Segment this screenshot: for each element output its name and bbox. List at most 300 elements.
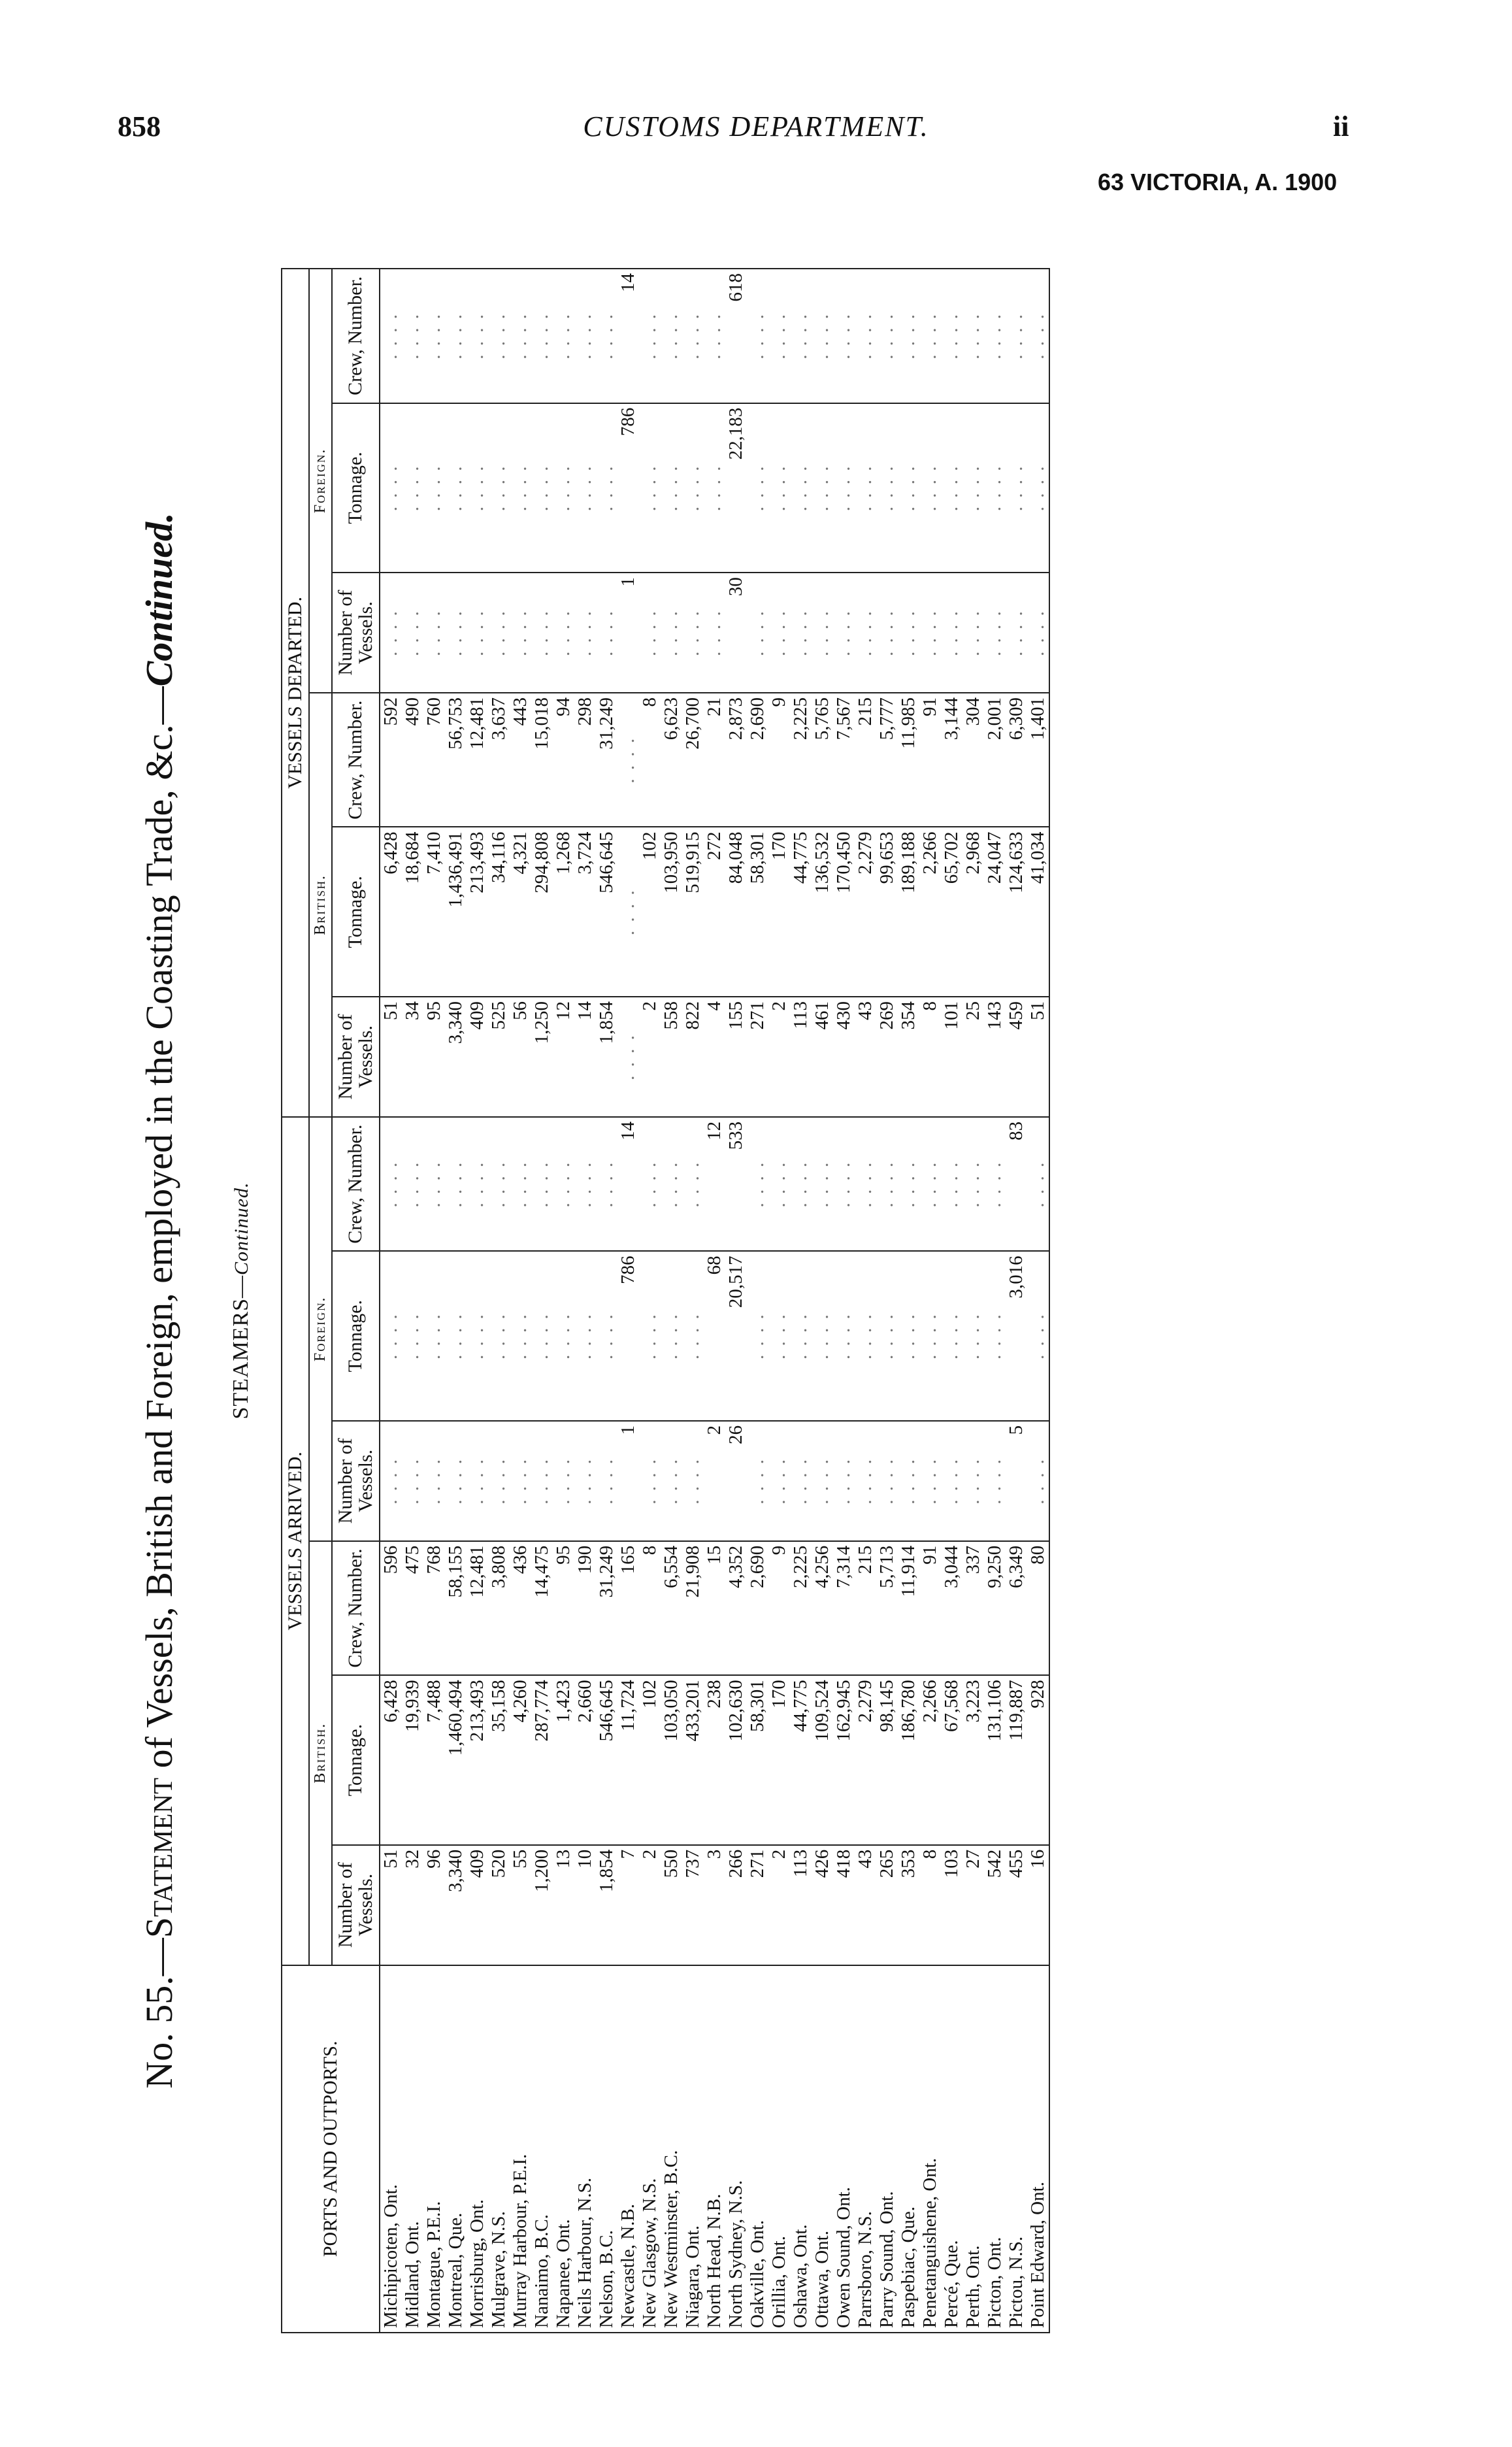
header-crew: Crew, Number. — [332, 693, 380, 827]
departed-british-tonnage: 18,684 — [402, 827, 423, 997]
arrived-foreign-tonnage: . . . . — [962, 1251, 984, 1421]
title-statement: Statement — [138, 1777, 180, 1939]
departed-british-number: 4 — [704, 997, 725, 1117]
arrived-foreign-number: . . . . — [962, 1421, 984, 1541]
departed-british-number: 2 — [768, 997, 790, 1117]
arrived-british-tonnage: 433,201 — [682, 1675, 704, 1845]
arrived-british-crew: 190 — [574, 1541, 596, 1675]
table-row — [962, 269, 984, 2333]
arrived-british-crew: 165 — [617, 1541, 639, 1675]
departed-british-number: 271 — [747, 997, 768, 1117]
arrived-british-tonnage: 287,774 — [531, 1675, 553, 1845]
table-row — [596, 269, 617, 2333]
port-name: Pictou, N.S. — [1006, 1965, 1027, 2333]
departed-british-number: 1,250 — [531, 997, 553, 1117]
departed-british-crew: 5,765 — [812, 693, 833, 827]
subtitle-steamers: STEAMERS— — [229, 1274, 253, 1420]
departed-british-tonnage: 99,653 — [876, 827, 898, 997]
departed-british-crew: 5,777 — [876, 693, 898, 827]
departed-british-number: 525 — [488, 997, 510, 1117]
arrived-british-crew: 11,914 — [898, 1541, 919, 1675]
departed-foreign-number: . . . . — [919, 573, 941, 693]
arrived-british-tonnage: 2,660 — [574, 1675, 596, 1845]
departed-british-tonnage: 2,968 — [962, 827, 984, 997]
departed-foreign-tonnage: . . . . — [488, 403, 510, 573]
session-label: 63 VICTORIA, A. 1900 — [1098, 169, 1338, 195]
arrived-foreign-number: . . . . — [488, 1421, 510, 1541]
header-crew: Crew, Number. — [332, 1541, 380, 1675]
departed-foreign-number: . . . . — [984, 573, 1006, 693]
arrived-foreign-tonnage: . . . . — [790, 1251, 812, 1421]
subtitle-continued: Continued. — [231, 1182, 252, 1275]
arrived-british-crew: 475 — [402, 1541, 423, 1675]
departed-foreign-number: . . . . — [682, 573, 704, 693]
departed-british-number: 51 — [380, 997, 402, 1117]
departed-british-crew: 2,225 — [790, 693, 812, 827]
departed-foreign-number: . . . . — [704, 573, 725, 693]
departed-british-tonnage: 4,321 — [510, 827, 531, 997]
departed-foreign-tonnage: . . . . — [1027, 403, 1049, 573]
title-prefix: No. 55.— — [138, 1938, 180, 2089]
arrived-foreign-number: . . . . — [812, 1421, 833, 1541]
departed-foreign-crew: . . . . — [445, 269, 467, 403]
arrived-british-number: 265 — [876, 1845, 898, 1965]
table-row — [423, 269, 445, 2333]
arrived-british-crew: 9 — [768, 1541, 790, 1675]
arrived-foreign-crew: . . . . — [682, 1117, 704, 1251]
departed-foreign-tonnage: . . . . — [510, 403, 531, 573]
header-number: Number of Vessels. — [332, 997, 380, 1117]
arrived-foreign-tonnage: 68 — [704, 1251, 725, 1421]
arrived-foreign-number: . . . . — [553, 1421, 574, 1541]
arrived-foreign-tonnage: . . . . — [553, 1251, 574, 1421]
arrived-foreign-crew: . . . . — [488, 1117, 510, 1251]
arrived-british-tonnage: 170 — [768, 1675, 790, 1845]
departed-foreign-tonnage: . . . . — [790, 403, 812, 573]
departed-foreign-tonnage: . . . . — [812, 403, 833, 573]
arrived-british-tonnage: 11,724 — [617, 1675, 639, 1845]
arrived-british-tonnage: 102,630 — [725, 1675, 747, 1845]
departed-british-number: 2 — [639, 997, 661, 1117]
arrived-british-tonnage: 4,260 — [510, 1675, 531, 1845]
arrived-foreign-tonnage: 20,517 — [725, 1251, 747, 1421]
arrived-foreign-tonnage: . . . . — [596, 1251, 617, 1421]
port-name: Montreal, Que. — [445, 1965, 467, 2333]
departed-foreign-tonnage: . . . . — [682, 403, 704, 573]
departed-foreign-crew: . . . . — [510, 269, 531, 403]
table-row — [380, 269, 402, 2333]
departed-foreign-crew: . . . . — [661, 269, 682, 403]
departed-british-crew: 56,753 — [445, 693, 467, 827]
departed-foreign-crew: . . . . — [574, 269, 596, 403]
arrived-foreign-number: 1 — [617, 1421, 639, 1541]
departed-british-number: 459 — [1006, 997, 1027, 1117]
port-name: Perth, Ont. — [962, 1965, 984, 2333]
departed-british-crew: 12,481 — [467, 693, 488, 827]
departed-foreign-tonnage: . . . . — [833, 403, 855, 573]
departed-british-crew: 91 — [919, 693, 941, 827]
departed-foreign-crew: . . . . — [790, 269, 812, 403]
departed-foreign-crew: . . . . — [380, 269, 402, 403]
port-name: Napanee, Ont. — [553, 1965, 574, 2333]
port-name: Ottawa, Ont. — [812, 1965, 833, 2333]
departed-british-number: 113 — [790, 997, 812, 1117]
departed-foreign-number: . . . . — [553, 573, 574, 693]
table-row — [1027, 269, 1049, 2333]
departed-foreign-crew: . . . . — [747, 269, 768, 403]
departed-british-number: 269 — [876, 997, 898, 1117]
departed-foreign-tonnage: . . . . — [380, 403, 402, 573]
title-main: of Vessels, British and Foreign, employed in the Coasting Trade, &c.— — [138, 686, 180, 1778]
arrived-foreign-crew: 83 — [1006, 1117, 1027, 1251]
departed-british-number: 1,854 — [596, 997, 617, 1117]
departed-foreign-number: . . . . — [402, 573, 423, 693]
header-number: Number of Vessels. — [332, 1421, 380, 1541]
departed-foreign-crew: . . . . — [467, 269, 488, 403]
arrived-foreign-tonnage: . . . . — [941, 1251, 962, 1421]
arrived-british-crew: 9,250 — [984, 1541, 1006, 1675]
departed-british-crew: 3,144 — [941, 693, 962, 827]
departed-foreign-tonnage: . . . . — [704, 403, 725, 573]
arrived-foreign-number: . . . . — [855, 1421, 876, 1541]
arrived-british-number: 266 — [725, 1845, 747, 1965]
departed-british-tonnage: 84,048 — [725, 827, 747, 997]
port-name: Midland, Ont. — [402, 1965, 423, 2333]
departed-foreign-number: . . . . — [423, 573, 445, 693]
arrived-british-number: 271 — [747, 1845, 768, 1965]
departed-foreign-tonnage: . . . . — [661, 403, 682, 573]
arrived-british-tonnage: 19,939 — [402, 1675, 423, 1845]
table-row — [510, 269, 531, 2333]
port-name: Picton, Ont. — [984, 1965, 1006, 2333]
port-name: Neils Harbour, N.S. — [574, 1965, 596, 2333]
arrived-british-crew: 80 — [1027, 1541, 1049, 1675]
port-name: Mulgrave, N.S. — [488, 1965, 510, 2333]
departed-foreign-number: . . . . — [1006, 573, 1027, 693]
departed-foreign-crew: . . . . — [855, 269, 876, 403]
arrived-british-tonnage: 109,524 — [812, 1675, 833, 1845]
departed-british-number: 95 — [423, 997, 445, 1117]
arrived-british-crew: 596 — [380, 1541, 402, 1675]
departed-british-crew: 760 — [423, 693, 445, 827]
departed-foreign-tonnage: . . . . — [596, 403, 617, 573]
table-row — [768, 269, 790, 2333]
table-row — [747, 269, 768, 2333]
departed-foreign-number: . . . . — [596, 573, 617, 693]
departed-british-crew: 2,690 — [747, 693, 768, 827]
departed-foreign-number: . . . . — [898, 573, 919, 693]
arrived-british-number: 2 — [639, 1845, 661, 1965]
arrived-foreign-tonnage: . . . . — [445, 1251, 467, 1421]
departed-foreign-tonnage: . . . . — [553, 403, 574, 573]
arrived-foreign-number: . . . . — [768, 1421, 790, 1541]
departed-foreign-tonnage: . . . . — [423, 403, 445, 573]
port-name: Owen Sound, Ont. — [833, 1965, 855, 2333]
departed-british-number: 3,340 — [445, 997, 467, 1117]
departed-british-number: 14 — [574, 997, 596, 1117]
arrived-british-tonnage: 44,775 — [790, 1675, 812, 1845]
header-tonnage: Tonnage. — [332, 403, 380, 573]
arrived-british-tonnage: 546,645 — [596, 1675, 617, 1845]
port-name: Oshawa, Ont. — [790, 1965, 812, 2333]
departed-british-crew: 7,567 — [833, 693, 855, 827]
departed-foreign-number: . . . . — [1027, 573, 1049, 693]
departed-british-tonnage: 1,268 — [553, 827, 574, 997]
arrived-foreign-crew: . . . . — [467, 1117, 488, 1251]
arrived-foreign-tonnage: . . . . — [423, 1251, 445, 1421]
arrived-british-number: 520 — [488, 1845, 510, 1965]
departed-foreign-crew: . . . . — [553, 269, 574, 403]
departed-british-crew: 490 — [402, 693, 423, 827]
departed-british-tonnage: 103,950 — [661, 827, 682, 997]
arrived-foreign-crew: . . . . — [855, 1117, 876, 1251]
arrived-foreign-crew: . . . . — [919, 1117, 941, 1251]
departed-foreign-tonnage: . . . . — [531, 403, 553, 573]
departed-british-number: . . . . — [617, 997, 639, 1117]
arrived-british-crew: 7,314 — [833, 1541, 855, 1675]
arrived-british-tonnage: 102 — [639, 1675, 661, 1845]
table-title — [137, 255, 181, 2346]
table-row — [833, 269, 855, 2333]
departed-foreign-number: . . . . — [790, 573, 812, 693]
arrived-british-crew: 6,349 — [1006, 1541, 1027, 1675]
table-row — [790, 269, 812, 2333]
port-name: North Sydney, N.S. — [725, 1965, 747, 2333]
table-row — [898, 269, 919, 2333]
arrived-foreign-number: . . . . — [639, 1421, 661, 1541]
port-name: Percé, Que. — [941, 1965, 962, 2333]
arrived-british-crew: 768 — [423, 1541, 445, 1675]
table-row — [876, 269, 898, 2333]
arrived-foreign-number: . . . . — [876, 1421, 898, 1541]
arrived-british-tonnage: 2,279 — [855, 1675, 876, 1845]
departed-foreign-number: . . . . — [510, 573, 531, 693]
departed-foreign-number: . . . . — [661, 573, 682, 693]
arrived-british-crew: 95 — [553, 1541, 574, 1675]
arrived-foreign-crew: . . . . — [639, 1117, 661, 1251]
departed-british-number: 51 — [1027, 997, 1049, 1117]
header-ports: PORTS AND OUTPORTS. — [282, 1965, 380, 2333]
departed-british-crew: 6,623 — [661, 693, 682, 827]
arrived-foreign-tonnage: . . . . — [467, 1251, 488, 1421]
departed-british-tonnage: 34,116 — [488, 827, 510, 997]
port-name: Murray Harbour, P.E.I. — [510, 1965, 531, 2333]
departed-foreign-tonnage: . . . . — [402, 403, 423, 573]
table-row — [682, 269, 704, 2333]
table-row — [812, 269, 833, 2333]
table-row — [574, 269, 596, 2333]
departed-foreign-crew: . . . . — [768, 269, 790, 403]
departed-foreign-number: 1 — [617, 573, 639, 693]
arrived-foreign-number: . . . . — [467, 1421, 488, 1541]
departed-foreign-number: . . . . — [812, 573, 833, 693]
table-row — [553, 269, 574, 2333]
departed-foreign-tonnage: 22,183 — [725, 403, 747, 573]
departed-foreign-crew: . . . . — [984, 269, 1006, 403]
arrived-foreign-crew: . . . . — [812, 1117, 833, 1251]
departed-british-tonnage: 2,279 — [855, 827, 876, 997]
table-row — [531, 269, 553, 2333]
departed-foreign-tonnage: . . . . — [574, 403, 596, 573]
arrived-foreign-number: . . . . — [833, 1421, 855, 1541]
arrived-british-number: 455 — [1006, 1845, 1027, 1965]
departed-foreign-crew: . . . . — [682, 269, 704, 403]
departed-british-crew: 304 — [962, 693, 984, 827]
departed-british-tonnage: 65,702 — [941, 827, 962, 997]
departed-british-number: 143 — [984, 997, 1006, 1117]
arrived-foreign-number: 26 — [725, 1421, 747, 1541]
departed-british-crew: 26,700 — [682, 693, 704, 827]
departed-british-tonnage: 3,724 — [574, 827, 596, 997]
arrived-british-number: 96 — [423, 1845, 445, 1965]
arrived-foreign-tonnage: . . . . — [1027, 1251, 1049, 1421]
arrived-british-number: 8 — [919, 1845, 941, 1965]
departed-british-tonnage: 519,915 — [682, 827, 704, 997]
port-name: Michipicoten, Ont. — [380, 1965, 402, 2333]
arrived-foreign-number: . . . . — [380, 1421, 402, 1541]
arrived-british-number: 1,200 — [531, 1845, 553, 1965]
arrived-british-number: 10 — [574, 1845, 596, 1965]
departed-foreign-tonnage: . . . . — [467, 403, 488, 573]
departed-foreign-tonnage: . . . . — [855, 403, 876, 573]
arrived-british-crew: 2,690 — [747, 1541, 768, 1675]
departed-foreign-crew: . . . . — [423, 269, 445, 403]
arrived-british-number: 426 — [812, 1845, 833, 1965]
departed-foreign-tonnage: . . . . — [984, 403, 1006, 573]
departed-british-tonnage: 213,493 — [467, 827, 488, 997]
arrived-foreign-crew: . . . . — [962, 1117, 984, 1251]
arrived-british-crew: 31,249 — [596, 1541, 617, 1675]
table-row — [488, 269, 510, 2333]
arrived-british-number: 542 — [984, 1845, 1006, 1965]
port-name: Nelson, B.C. — [596, 1965, 617, 2333]
port-name: Parrsboro, N.S. — [855, 1965, 876, 2333]
departed-foreign-crew: . . . . — [919, 269, 941, 403]
header-number: Number of Vessels. — [332, 1845, 380, 1965]
departed-british-tonnage: 6,428 — [380, 827, 402, 997]
header-departed: VESSELS DEPARTED. — [282, 269, 309, 1117]
departed-foreign-crew: . . . . — [962, 269, 984, 403]
arrived-british-crew: 4,352 — [725, 1541, 747, 1675]
table-row — [855, 269, 876, 2333]
departed-british-tonnage: 41,034 — [1027, 827, 1049, 997]
departed-foreign-crew: . . . . — [812, 269, 833, 403]
arrived-british-crew: 3,044 — [941, 1541, 962, 1675]
port-name: Montague, P.E.I. — [423, 1965, 445, 2333]
arrived-foreign-number: . . . . — [898, 1421, 919, 1541]
departed-british-tonnage: 124,633 — [1006, 827, 1027, 997]
departed-british-tonnage: 58,301 — [747, 827, 768, 997]
arrived-british-tonnage: 131,106 — [984, 1675, 1006, 1845]
table-row — [467, 269, 488, 2333]
page-number: 858 — [118, 110, 161, 142]
departed-foreign-crew: . . . . — [488, 269, 510, 403]
arrived-british-number: 737 — [682, 1845, 704, 1965]
arrived-foreign-number: . . . . — [510, 1421, 531, 1541]
departed-british-crew: 298 — [574, 693, 596, 827]
arrived-british-number: 113 — [790, 1845, 812, 1965]
arrived-foreign-crew: . . . . — [596, 1117, 617, 1251]
departed-british-number: 155 — [725, 997, 747, 1117]
departed-british-tonnage: 546,645 — [596, 827, 617, 997]
arrived-british-tonnage: 98,145 — [876, 1675, 898, 1845]
arrived-british-crew: 436 — [510, 1541, 531, 1675]
departed-foreign-crew: . . . . — [639, 269, 661, 403]
header-arrived-foreign: Foreign. — [309, 1117, 332, 1541]
departed-british-tonnage: 1,436,491 — [445, 827, 467, 997]
departed-british-tonnage: 170 — [768, 827, 790, 997]
departed-foreign-crew: . . . . — [531, 269, 553, 403]
departed-british-crew: . . . . — [617, 693, 639, 827]
arrived-foreign-tonnage: . . . . — [639, 1251, 661, 1421]
arrived-british-crew: 14,475 — [531, 1541, 553, 1675]
departed-british-crew: 1,401 — [1027, 693, 1049, 827]
departed-foreign-tonnage: . . . . — [639, 403, 661, 573]
departed-british-number: 56 — [510, 997, 531, 1117]
port-name: Newcastle, N.B. — [617, 1965, 639, 2333]
arrived-british-crew: 58,155 — [445, 1541, 467, 1675]
table-row — [661, 269, 682, 2333]
table-row — [402, 269, 423, 2333]
table-body — [380, 269, 1049, 2333]
departed-british-tonnage: 170,450 — [833, 827, 855, 997]
departed-british-tonnage: 272 — [704, 827, 725, 997]
departed-foreign-crew: . . . . — [596, 269, 617, 403]
departed-foreign-number: . . . . — [747, 573, 768, 693]
departed-british-number: 461 — [812, 997, 833, 1117]
header-departed-foreign: Foreign. — [309, 269, 332, 693]
departed-foreign-tonnage: . . . . — [962, 403, 984, 573]
arrived-foreign-number: . . . . — [574, 1421, 596, 1541]
arrived-foreign-crew: 12 — [704, 1117, 725, 1251]
departed-foreign-tonnage: 786 — [617, 403, 639, 573]
departed-foreign-number: 30 — [725, 573, 747, 693]
arrived-british-tonnage: 67,568 — [941, 1675, 962, 1845]
departed-british-number: 12 — [553, 997, 574, 1117]
departed-foreign-tonnage: . . . . — [747, 403, 768, 573]
header-tonnage: Tonnage. — [332, 827, 380, 997]
departed-british-crew: 443 — [510, 693, 531, 827]
departed-british-crew: 9 — [768, 693, 790, 827]
departed-foreign-tonnage: . . . . — [768, 403, 790, 573]
arrived-foreign-tonnage: . . . . — [898, 1251, 919, 1421]
arrived-foreign-tonnage: . . . . — [855, 1251, 876, 1421]
departed-foreign-crew: . . . . — [898, 269, 919, 403]
departed-british-crew: 6,309 — [1006, 693, 1027, 827]
arrived-british-crew: 91 — [919, 1541, 941, 1675]
arrived-british-number: 418 — [833, 1845, 855, 1965]
arrived-british-number: 13 — [553, 1845, 574, 1965]
departed-british-number: 430 — [833, 997, 855, 1117]
arrived-british-crew: 12,481 — [467, 1541, 488, 1675]
arrived-foreign-crew: . . . . — [380, 1117, 402, 1251]
departed-british-crew: 8 — [639, 693, 661, 827]
departed-foreign-number: . . . . — [574, 573, 596, 693]
arrived-foreign-number: . . . . — [1027, 1421, 1049, 1541]
arrived-foreign-number: . . . . — [984, 1421, 1006, 1541]
arrived-british-tonnage: 162,945 — [833, 1675, 855, 1845]
arrived-foreign-number: . . . . — [423, 1421, 445, 1541]
departed-british-crew: 215 — [855, 693, 876, 827]
departed-british-number: 25 — [962, 997, 984, 1117]
arrived-foreign-crew: . . . . — [423, 1117, 445, 1251]
arrived-foreign-tonnage: . . . . — [380, 1251, 402, 1421]
arrived-foreign-number: . . . . — [941, 1421, 962, 1541]
arrived-british-crew: 8 — [639, 1541, 661, 1675]
departed-foreign-crew: . . . . — [1006, 269, 1027, 403]
arrived-foreign-tonnage: . . . . — [531, 1251, 553, 1421]
arrived-foreign-number: . . . . — [747, 1421, 768, 1541]
